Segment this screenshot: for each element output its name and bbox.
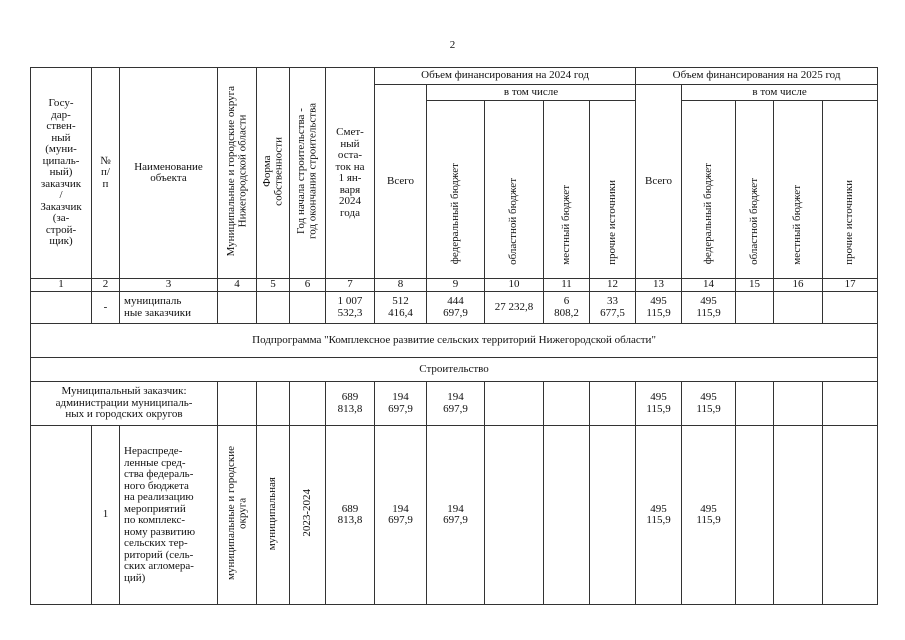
header-regional-2024	[485, 101, 544, 279]
page-number: 2	[449, 39, 456, 51]
cell-balance: 689 813,8	[326, 382, 375, 426]
cell-total-2025: 495 115,9	[636, 292, 682, 324]
header-years-text: Год начала строительства - год окончания строительства	[295, 103, 319, 240]
header-other-2024-text: прочие источники	[605, 179, 618, 265]
header-fin-2025: Объем финансирования на 2025 год	[636, 68, 878, 85]
cell-total-2025: 495 115,9	[636, 382, 682, 426]
column-number: 9	[427, 279, 485, 292]
cell-ownership	[257, 426, 290, 605]
header-years	[290, 68, 326, 279]
header-regional-2025	[736, 101, 774, 279]
cell-total-2025: 495 115,9	[636, 426, 682, 605]
cell-empty	[31, 292, 92, 324]
header-federal-2025	[682, 101, 736, 279]
cell-empty	[257, 382, 290, 426]
financing-table	[30, 67, 878, 605]
cell-name: муниципаль ные заказчики	[120, 292, 218, 324]
header-other-2025-text: прочие источники	[843, 179, 856, 265]
column-number: 4	[218, 279, 257, 292]
cell-empty	[774, 292, 823, 324]
header-object-name: Наименование объекта	[120, 68, 218, 279]
header-regional-2025-text: областной бюджет	[747, 177, 760, 265]
cell-empty	[485, 382, 544, 426]
column-number: 16	[774, 279, 823, 292]
cell-empty	[290, 292, 326, 324]
cell-name: Нераспреде- ленные сред- ства федераль- ного бюджета на реализацию мероприятий по комплекс- ному развитию сельских тер- риторий (сель- ских агломера- ций)	[120, 426, 218, 605]
cell-empty	[290, 382, 326, 426]
cell-federal-2024: 194 697,9	[427, 382, 485, 426]
cell-total-2024: 512 416,4	[375, 292, 427, 324]
header-total-2025: Всего	[636, 85, 682, 279]
header-customer: Госу- дар- ствен- ный (муни- ципаль- ный) заказчик / Заказчик (за- строй- щик)	[31, 68, 92, 279]
header-num: № п/ п	[92, 68, 120, 279]
header-total-2024: Всего	[375, 85, 427, 279]
table-row	[31, 426, 878, 605]
column-number: 3	[120, 279, 218, 292]
header-balance: Смет- ный оста- ток на 1 ян- варя 2024 года	[326, 68, 375, 279]
cell-empty	[736, 292, 774, 324]
column-number: 10	[485, 279, 544, 292]
cell-regional-2024: 27 232,8	[485, 292, 544, 324]
cell-federal-2025: 495 115,9	[682, 382, 736, 426]
header-federal-2025-text: федеральный бюджет	[701, 163, 714, 265]
cell-empty	[774, 382, 823, 426]
header-local-2025-text: местный бюджет	[791, 184, 804, 265]
header-row	[31, 68, 878, 85]
column-number: 2	[92, 279, 120, 292]
header-fin-2024: Объем финансирования на 2024 год	[375, 68, 636, 85]
cell-empty	[823, 426, 878, 605]
column-number: 17	[823, 279, 878, 292]
column-number: 14	[682, 279, 736, 292]
header-local-2025	[774, 101, 823, 279]
cell-years-text: 2023-2024	[300, 489, 313, 538]
cell-empty	[485, 426, 544, 605]
cell-empty	[823, 292, 878, 324]
cell-empty	[544, 382, 590, 426]
header-other-2025	[823, 101, 878, 279]
header-including-2024: в том числе	[427, 85, 636, 101]
header-district-text: Муниципальные и городские округа Нижегородской области	[224, 86, 248, 257]
cell-total-2024: 194 697,9	[375, 426, 427, 605]
cell-empty	[31, 426, 92, 605]
cell-total-2024: 194 697,9	[375, 382, 427, 426]
cell-empty	[590, 426, 636, 605]
cell-district-text: муниципальные и городские округа	[224, 446, 248, 581]
column-number: 6	[290, 279, 326, 292]
column-number: 12	[590, 279, 636, 292]
header-local-2024	[544, 101, 590, 279]
cell-federal-2025: 495 115,9	[682, 426, 736, 605]
header-regional-2024-text: областной бюджет	[507, 177, 520, 265]
header-including-2025: в том числе	[682, 85, 878, 101]
cell-district	[218, 426, 257, 605]
cell-num: -	[92, 292, 120, 324]
column-number: 5	[257, 279, 290, 292]
column-number: 7	[326, 279, 375, 292]
table-row	[31, 382, 878, 426]
header-other-2024	[590, 101, 636, 279]
cell-empty	[218, 382, 257, 426]
cell-empty	[590, 382, 636, 426]
cell-local-2024: 6 808,2	[544, 292, 590, 324]
cell-empty	[257, 292, 290, 324]
cell-federal-2025: 495 115,9	[682, 292, 736, 324]
column-number: 11	[544, 279, 590, 292]
cell-balance: 689 813,8	[326, 426, 375, 605]
header-federal-2024	[427, 101, 485, 279]
cell-balance: 1 007 532,3	[326, 292, 375, 324]
cell-federal-2024: 444 697,9	[427, 292, 485, 324]
cell-empty	[218, 292, 257, 324]
header-local-2024-text: местный бюджет	[559, 184, 572, 265]
cell-other-2024: 33 677,5	[590, 292, 636, 324]
header-ownership-text: Форма собственности	[260, 136, 284, 206]
cell-years	[290, 426, 326, 605]
column-numbers-row	[31, 279, 878, 292]
cell-empty	[736, 382, 774, 426]
cell-ownership-text: муниципальная	[266, 476, 279, 550]
subprogram-row	[31, 324, 878, 358]
column-number: 8	[375, 279, 427, 292]
column-number: 15	[736, 279, 774, 292]
header-federal-2024-text: федеральный бюджет	[448, 163, 461, 265]
cell-empty	[544, 426, 590, 605]
column-number: 13	[636, 279, 682, 292]
subprogram-title: Подпрограмма "Комплексное развитие сельских территорий Нижегородской области"	[31, 324, 878, 358]
section-row	[31, 358, 878, 382]
cell-empty	[823, 382, 878, 426]
section-title: Строительство	[31, 358, 878, 382]
cell-empty	[774, 426, 823, 605]
cell-empty	[736, 426, 774, 605]
column-number: 1	[31, 279, 92, 292]
table-row	[31, 292, 878, 324]
cell-federal-2024: 194 697,9	[427, 426, 485, 605]
header-district	[218, 68, 257, 279]
header-ownership	[257, 68, 290, 279]
cell-customer-name: Муниципальный заказчик: администрации муниципаль- ных и городских округов	[31, 382, 218, 426]
cell-num: 1	[92, 426, 120, 605]
